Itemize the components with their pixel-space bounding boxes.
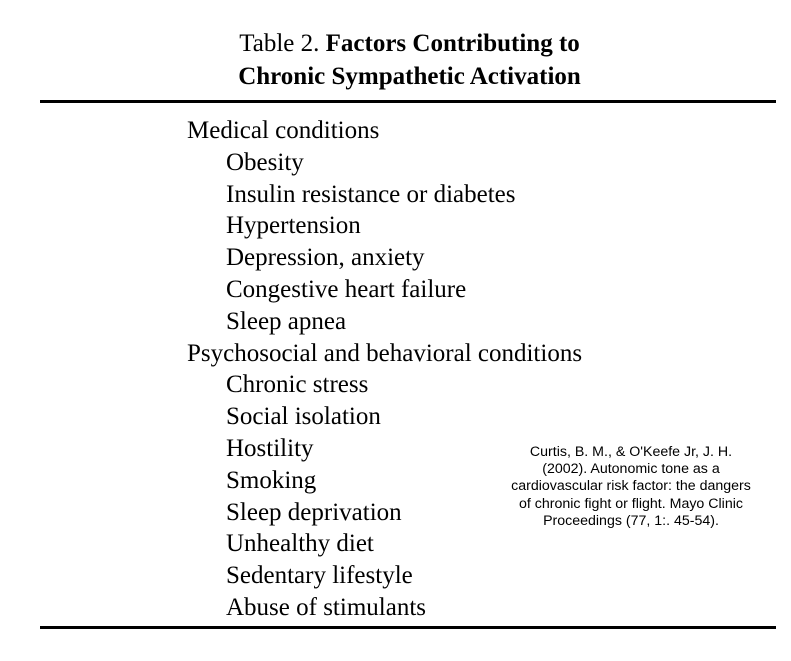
citation-line: cardiovascular risk factor: the dangers [511, 478, 751, 495]
citation [494, 444, 768, 530]
list-item: Sleep apnea [226, 307, 347, 335]
table-title [0, 27, 791, 93]
table-number: Table 2. [239, 30, 320, 57]
list-item: Congestive heart failure [226, 275, 467, 303]
citation-line: (2002). Autonomic tone as a [542, 461, 720, 478]
table-title-bold-1: Factors Contributing to [325, 30, 580, 57]
list-item: Obesity [226, 148, 304, 176]
table-title-line-1 [0, 27, 791, 60]
list-item: Depression, anxiety [226, 244, 425, 272]
citation-line: of chronic fight or flight. Mayo Clinic [519, 495, 743, 512]
list-item: Sedentary lifestyle [226, 562, 413, 590]
list-item: Insulin resistance or diabetes [226, 180, 516, 208]
section-heading-psychosocial: Psychosocial and behavioral conditions [187, 339, 583, 367]
section-heading-medical: Medical conditions [187, 117, 380, 144]
factor-list [187, 115, 582, 624]
list-item: Smoking [226, 466, 317, 494]
list-item: Hypertension [226, 212, 361, 240]
table-title-bold-2: Chronic Sympathetic Activation [238, 63, 581, 90]
list-item: Sleep deprivation [226, 498, 402, 526]
list-item: Abuse of stimulants [226, 593, 426, 621]
top-rule [40, 100, 776, 103]
list-item: Unhealthy diet [226, 530, 374, 558]
list-item: Hostility [226, 434, 314, 462]
citation-line: Proceedings (77, 1:. 45-54). [543, 512, 719, 529]
bottom-rule [40, 626, 776, 629]
list-item: Chronic stress [226, 371, 369, 399]
citation-line: Curtis, B. M., & O'Keefe Jr, J. H. [529, 444, 733, 460]
list-item: Social isolation [226, 403, 381, 431]
